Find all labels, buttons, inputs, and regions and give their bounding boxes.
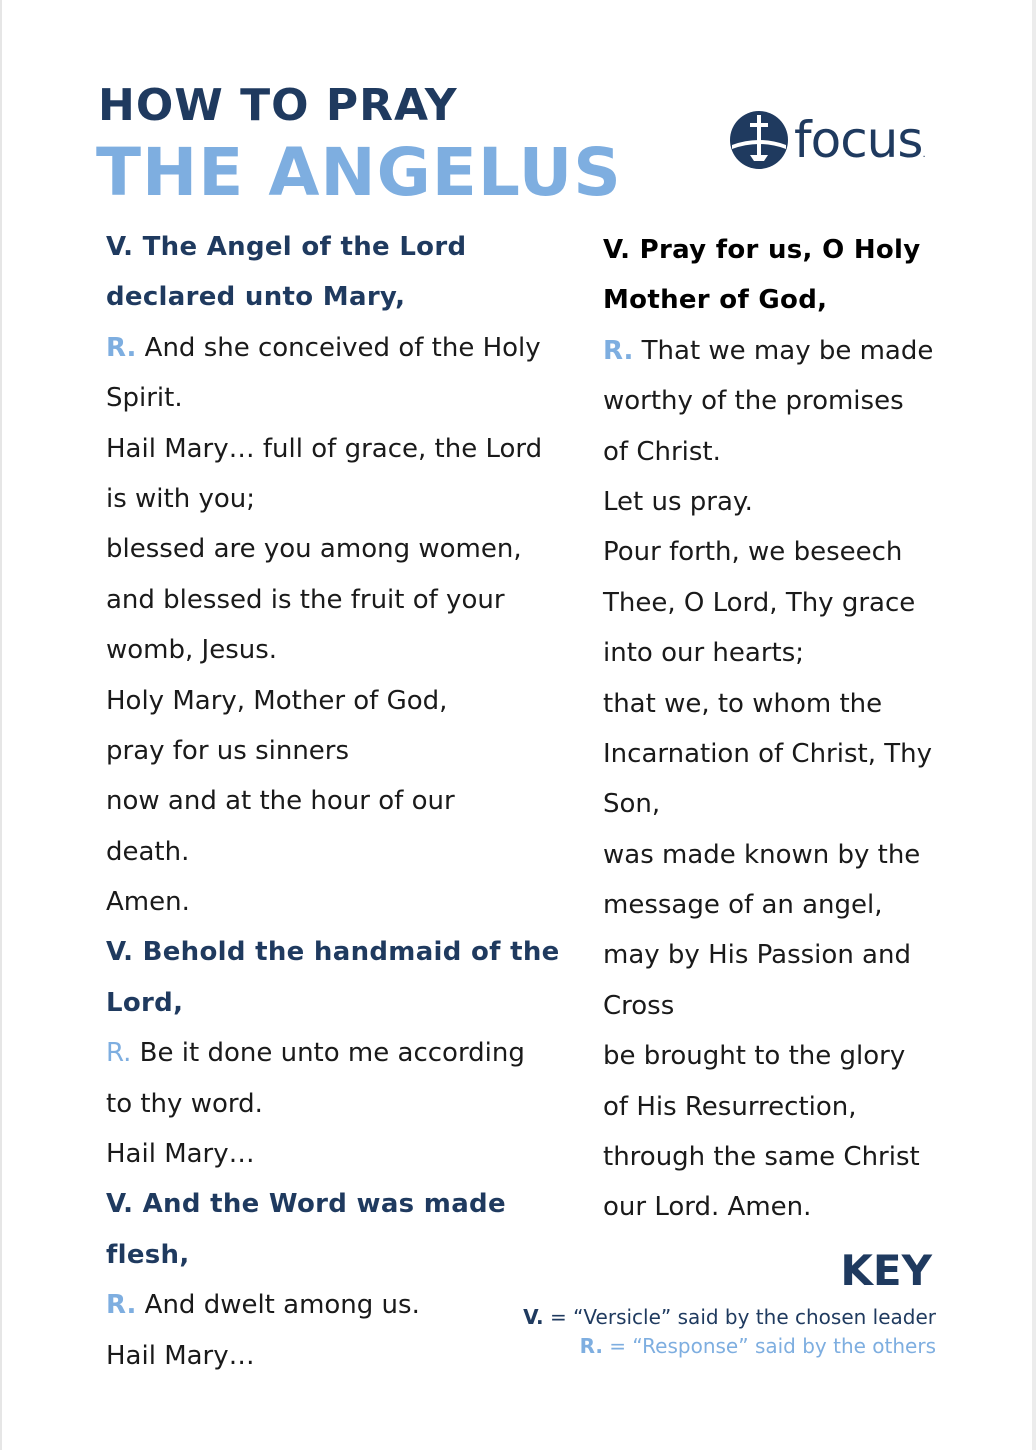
response-label: R. [106,1290,137,1321]
key-response [580,1334,936,1358]
key-versicle-text: = “Versicle” said by the chosen leader [543,1305,936,1329]
response-2-line-2: to thy word. [106,1088,263,1119]
hail-mary-line-6: Holy Mary, Mother of God, [106,685,448,716]
hail-mary-line-7: pray for us sinners [106,735,350,766]
prayer-line-13: of His Resurrection, [603,1091,857,1122]
focus-logo-text: focus [794,111,923,169]
response-4-text: That we may be made [641,335,934,366]
prayer-line-15: our Lord. Amen. [603,1192,812,1223]
response-4-line-2: worthy of the promises [603,386,904,417]
left-prayer-column [106,222,560,1381]
response-4-line-1 [603,326,948,376]
versicle-1-line-1: V. The Angel of the Lord [106,232,467,262]
key-response-text: = “Response” said by the others [602,1334,936,1358]
prayer-line-11: Cross [603,990,675,1021]
key-response-letter: R. [579,1334,603,1358]
hail-mary-line-10: Amen. [106,887,190,918]
page-right-edge [1032,0,1036,1450]
hail-mary-line-3: blessed are you among women, [106,534,522,565]
response-2-text: Be it done unto me according [139,1038,525,1069]
versicle-3-line-1: V. And the Word was made [106,1189,506,1220]
versicle-2-line-2: Lord, [106,987,184,1018]
versicle-3-line-2: flesh, [106,1239,190,1270]
hail-mary-line-4: and blessed is the fruit of your [106,584,505,615]
response-1-line-1 [106,323,556,373]
focus-logo [728,108,926,172]
prayer-line-2: Pour forth, we beseech [603,537,903,568]
hail-mary-short-3: Hail Mary… [106,1340,255,1371]
prayer-line-4: into our hearts; [603,638,805,669]
hail-mary-line-2: is with you; [106,483,255,514]
prayer-line-9: message of an angel, [603,890,883,921]
title-the-angelus: THE ANGELUS [96,134,622,211]
hail-mary-line-5: womb, Jesus. [106,635,278,666]
response-1-text: And she conceived of the Holy [144,332,541,363]
prayer-line-7: Son, [603,789,661,820]
prayer-line-6: Incarnation of Christ, Thy [603,738,932,769]
versicle-1-line-2: declared unto Mary, [106,282,406,313]
title-how-to-pray: HOW TO PRAY [98,80,458,131]
response-3-line-1 [106,1280,556,1330]
versicle-4-line-2: Mother of God, [603,285,828,316]
prayer-line-5: that we, to whom the [603,688,883,719]
prayer-line-12: be brought to the glory [603,1041,906,1072]
page-left-edge [0,0,2,1450]
response-2-line-1 [106,1028,556,1078]
response-label: R. [106,1038,132,1069]
versicle-2-line-1: V. Behold the handmaid of the [106,937,560,968]
key-versicle-letter: V. [523,1305,544,1329]
response-3-text: And dwelt among us. [144,1290,420,1321]
prayer-line-3: Thee, O Lord, Thy grace [603,587,916,618]
hail-mary-short-2: Hail Mary… [106,1139,255,1170]
versicle-4-line-1: V. Pray for us, O Holy [603,235,921,265]
hail-mary-line-1: Hail Mary… full of grace, the Lord [106,433,543,464]
right-prayer-column [603,225,948,1233]
prayer-line-8: was made known by the [603,839,921,870]
response-1-line-2: Spirit. [106,383,183,414]
prayer-line-14: through the same Christ [603,1142,920,1173]
focus-logo-dot: . [922,149,926,160]
prayer-line-1: Let us pray. [603,486,753,517]
key-versicle [523,1305,936,1329]
response-4-line-3: of Christ. [603,436,721,467]
response-label: R. [106,332,137,363]
key-title: KEY [840,1246,932,1295]
hail-mary-line-8: now and at the hour of our [106,786,455,817]
hail-mary-line-9: death. [106,836,190,867]
prayer-line-10: may by His Passion and [603,940,911,971]
response-label: R. [603,335,634,366]
focus-cross-globe-icon [728,109,790,171]
